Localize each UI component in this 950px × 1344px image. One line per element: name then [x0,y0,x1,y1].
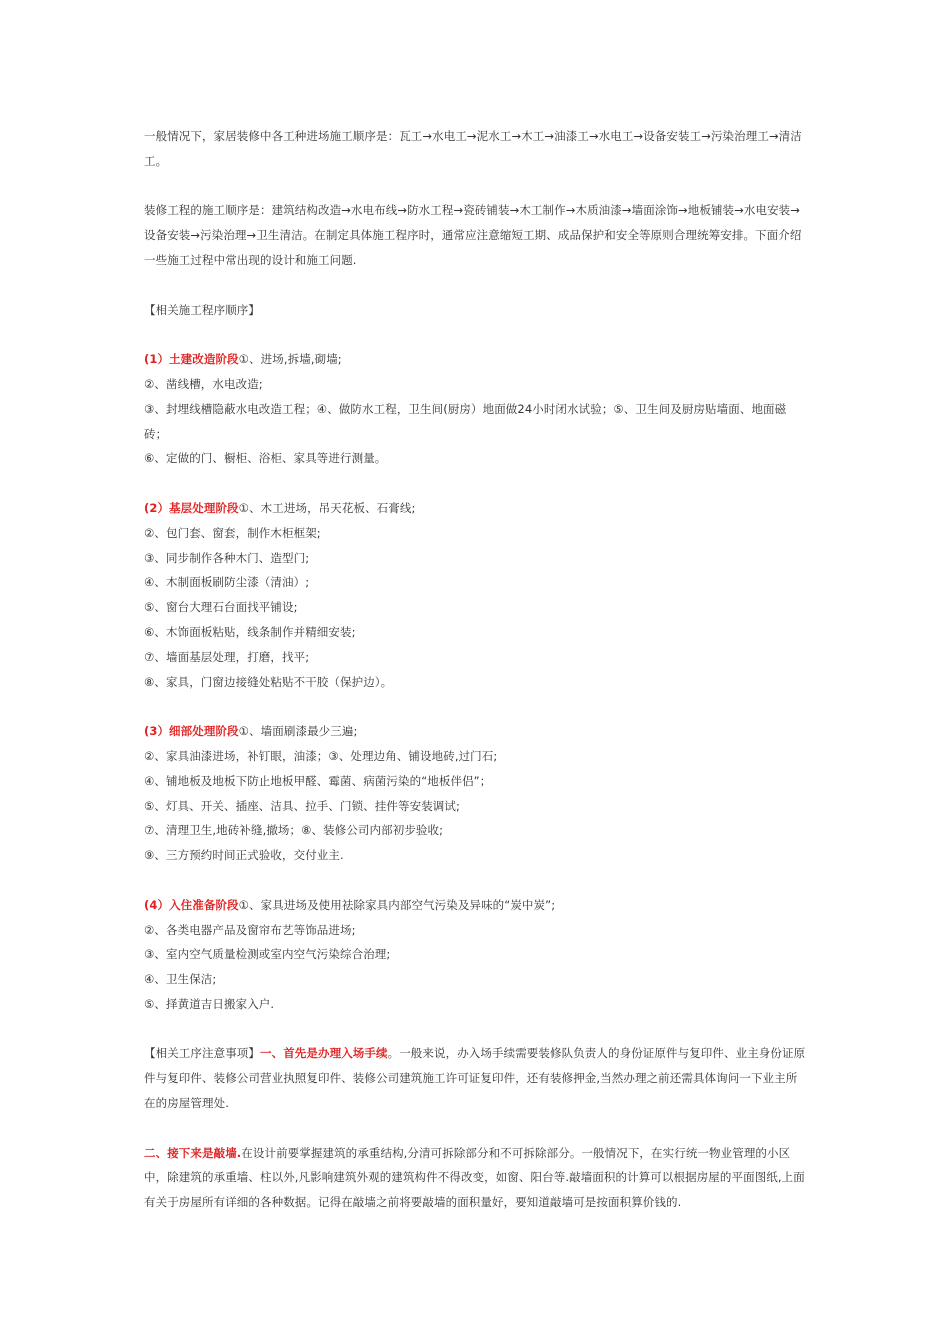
stage-line [144,893,808,918]
intro-paragraph-1: 一般情况下，家居装修中各工种进场施工顺序是：瓦工→水电工→泥水工→木工→油漆工→水电工→设备安装工→污染治理工→清洁工。 [144,129,802,168]
stage-line [144,719,808,744]
intro-paragraph-2: 装修工程的施工顺序是：建筑结构改造→水电布线→防水工程→瓷砖铺装→木工制作→木质油漆→墙面涂饰→地板铺装→水电安装→设备安装→污染治理→卫生清洁。在制定具体施工程序时，通常应注意缩短工期、成品保护和安全等原则合理统筹安排。下面介绍一些施工过程中常出现的设计和施工问题. [144,203,802,267]
stage-item: ④、铺地板及地板下防止地板甲醛、霉菌、病菌污染的“地板伴侣”； [144,773,492,788]
stage-item: ⑥、定做的门、橱柜、浴柜、家具等进行测量。 [144,451,387,466]
stage-item: ③、同步制作各种木门、造型门; [144,550,310,565]
note-2-body: 在设计前要掌握建筑的承重结构,分清可拆除部分和不可拆除部分。一般情况下，在实行统一物业管理的小区中，除建筑的承重墙、柱以外,凡影响建筑外观的建筑构件不得改变，如窗、阳台等.敲墙面积的计算可以根据房屋的平面图纸,上面有关于房屋所有详细的各种数据。记得在敲墙之前将要敲墙的面积量好，要知道敲墙可是按面积算价钱的. [144,1145,805,1210]
stage-title: (4）入住准备阶段 [144,897,239,912]
stage-item: ⑨、三方预约时间正式验收，交付业主. [144,848,344,863]
stage-3 [144,719,808,868]
notes-heading: 【相关工序注意事项】 [144,1046,260,1061]
note-2-title: 二、接下来是敲墙. [144,1145,242,1160]
stage-item: ④、卫生保洁; [144,972,217,987]
stage-2 [144,496,808,694]
stage-item: ②、各类电器产品及窗帘布艺等饰品进场; [144,922,356,937]
stage-first-item: ①、木工进场，吊天花板、石膏线; [238,500,416,515]
stage-item: ⑦、墙面基层处理，打磨，找平; [144,649,310,664]
stage-1 [144,347,808,471]
stage-title: (3）细部处理阶段 [144,724,239,739]
stage-item: ②、凿线槽，水电改造; [144,376,263,391]
stage-first-item: ①、墙面刷漆最少三遍; [238,724,358,739]
note-2 [144,1141,808,1215]
document-body [144,124,808,1215]
stage-line [144,347,808,372]
stage-title: (2）基层处理阶段 [144,500,239,515]
stage-item: ⑤、窗台大理石台面找平铺设; [144,600,298,615]
stage-item: ⑧、家具，门窗边接缝处粘贴不干胶（保护边）。 [144,674,393,689]
stage-item: ⑦、清理卫生,地砖补缝,撤场；⑧、装修公司内部初步验收; [144,823,444,838]
stage-item: ②、包门套、窗套，制作木柜框架; [144,525,321,540]
note-1-body: 。一般来说，办入场手续需要装修队负责人的身份证原件与复印件、业主身份证原件与复印件、装修公司营业执照复印件、装修公司建筑施工许可证复印件，还有装修押金,当然办理之前还需具体询问一下业主所在的房屋管理处. [144,1046,806,1111]
note-1-title: 一、首先是办理入场手续 [260,1046,388,1061]
stage-item: ②、家具油漆进场，补钉眼，油漆；③、处理边角、铺设地砖,过门石; [144,748,498,763]
stage-item: ⑥、木饰面板粘贴，线条制作并精细安装; [144,624,356,639]
stage-item: ⑤、灯具、开关、插座、洁具、拉手、门锁、挂件等安装调试; [144,798,460,813]
stage-4 [144,893,808,1017]
note-1 [144,1041,808,1115]
stage-item: ③、室内空气质量检测或室内空气污染综合治理; [144,947,391,962]
stage-title: (1）土建改造阶段 [144,352,239,367]
stage-item: ③、封埋线槽隐蔽水电改造工程；④、做防水工程，卫生间(厨房）地面做24小时闭水试验；⑤、卫生间及厨房贴墙面、地面磁砖； [144,401,787,441]
stage-first-item: ①、家具进场及使用祛除家具内部空气污染及异味的“炭中炭”; [238,897,556,912]
stage-item: ⑤、择黄道吉日搬家入户. [144,996,275,1011]
stage-first-item: ①、进场,拆墙,砌墙; [238,352,342,367]
stage-line [144,496,808,521]
procedures-heading: 【相关施工程序顺序】 [144,302,260,317]
stage-item: ④、木制面板刷防尘漆（清油）; [144,575,310,590]
